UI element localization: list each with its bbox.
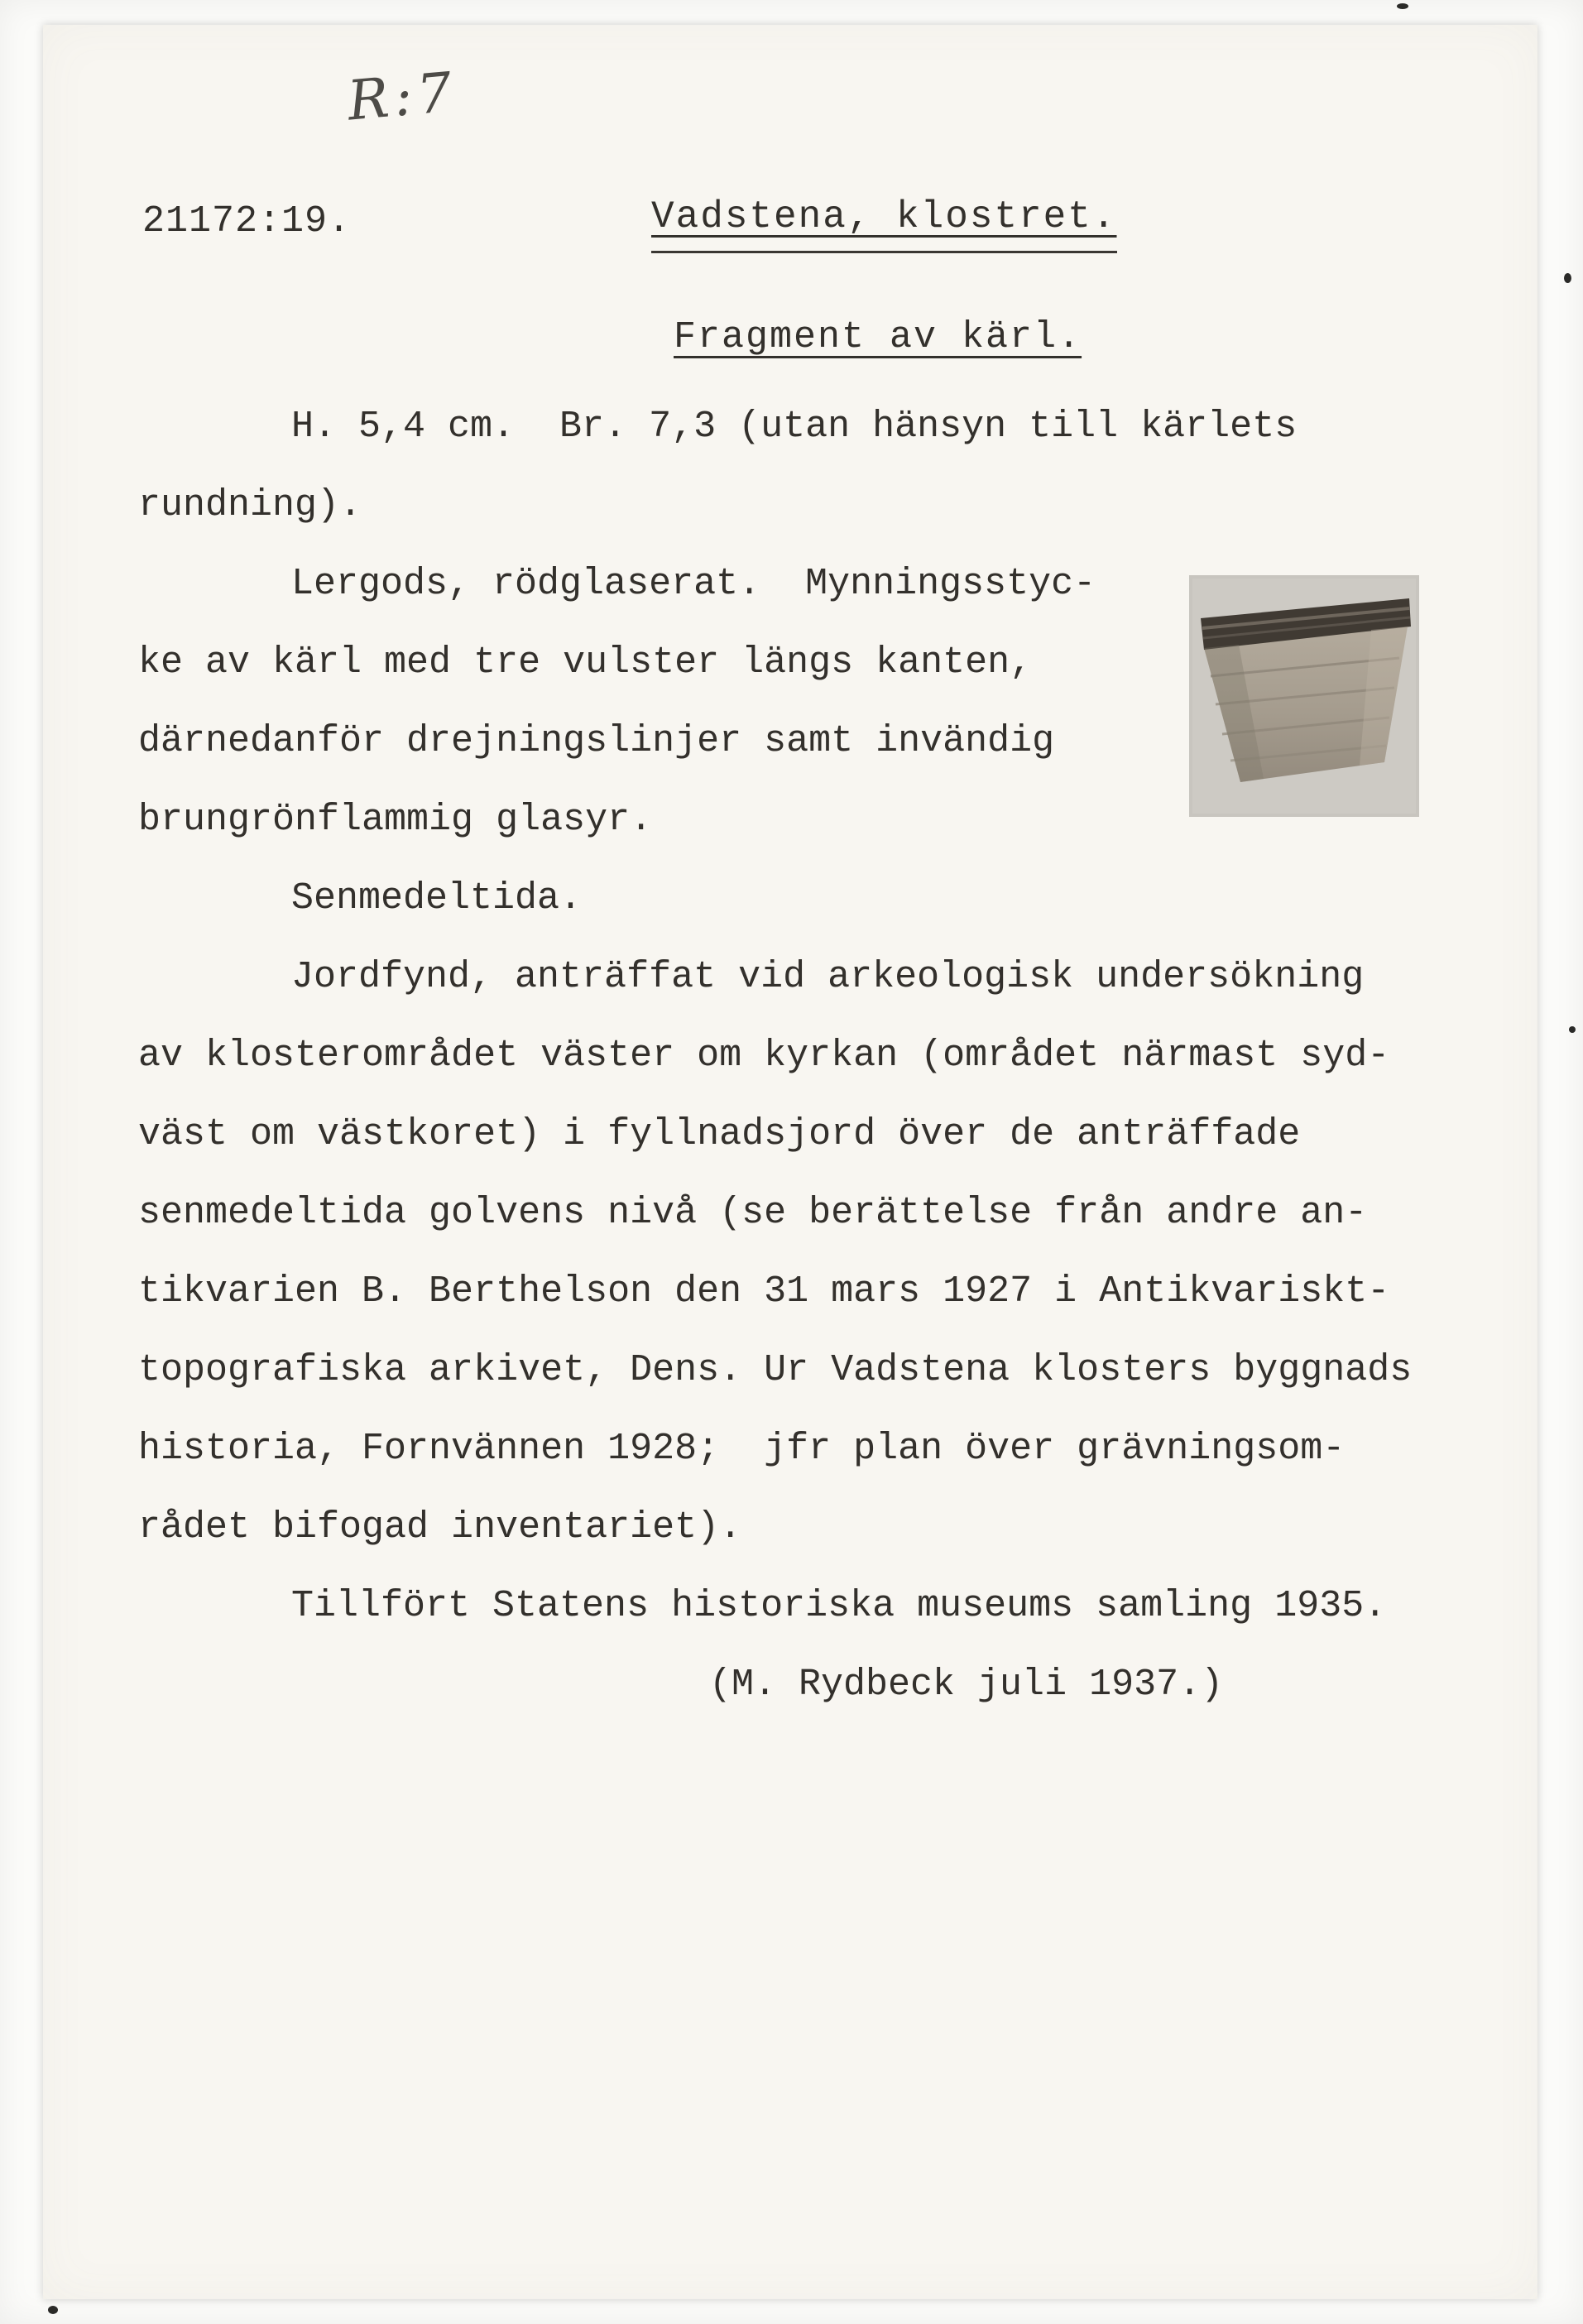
scan-speck bbox=[1397, 3, 1408, 9]
text-line: senmedeltida golvens nivå (se berättelse från andre an- bbox=[138, 1192, 1368, 1234]
text-line: ke av kärl med tre vulster längs kanten, bbox=[138, 641, 1033, 684]
text-line: väst om västkoret) i fyllnadsjord över de anträffade bbox=[138, 1113, 1301, 1155]
catalog-card bbox=[43, 25, 1537, 2299]
text-line: rundning). bbox=[138, 484, 362, 526]
card-subtitle: Fragment av kärl. bbox=[674, 316, 1082, 358]
text-line: rådet bifogad inventariet). bbox=[138, 1506, 742, 1549]
pottery-fragment-photo bbox=[1189, 575, 1419, 817]
text-line: historia, Fornvännen 1928; jfr plan över grävningsom- bbox=[138, 1428, 1346, 1470]
text-line: av klosterområdet väster om kyrkan (området närmast syd- bbox=[138, 1035, 1390, 1077]
scan-speck bbox=[48, 2306, 58, 2314]
handwritten-note: R:7 bbox=[344, 60, 460, 133]
text-line: topografiska arkivet, Dens. Ur Vadstena klosters byggnads bbox=[138, 1349, 1413, 1391]
text-line: Jordfynd, anträffat vid arkeologisk undersökning bbox=[291, 956, 1365, 998]
text-line: tikvarien B. Berthelson den 31 mars 1927 i Antikvariskt- bbox=[138, 1270, 1390, 1313]
scan-speck bbox=[1564, 273, 1571, 283]
text-line: H. 5,4 cm. Br. 7,3 (utan hänsyn till kärlets bbox=[291, 406, 1298, 448]
text-line: Tillfört Statens historiska museums samling 1935. bbox=[291, 1585, 1387, 1627]
inventory-number: 21172:19. bbox=[142, 200, 352, 242]
signature-line: (M. Rydbeck juli 1937.) bbox=[709, 1664, 1224, 1706]
text-line: brungrönflammig glasyr. bbox=[138, 799, 653, 841]
scan-speck bbox=[1569, 1026, 1576, 1033]
text-line: Lergods, rödglaserat. Mynningsstyc- bbox=[291, 563, 1096, 605]
text-line: därnedanför drejningslinjer samt invändig bbox=[138, 720, 1055, 762]
text-line: Senmedeltida. bbox=[291, 877, 583, 920]
card-title: Vadstena, klostret. bbox=[651, 195, 1117, 253]
